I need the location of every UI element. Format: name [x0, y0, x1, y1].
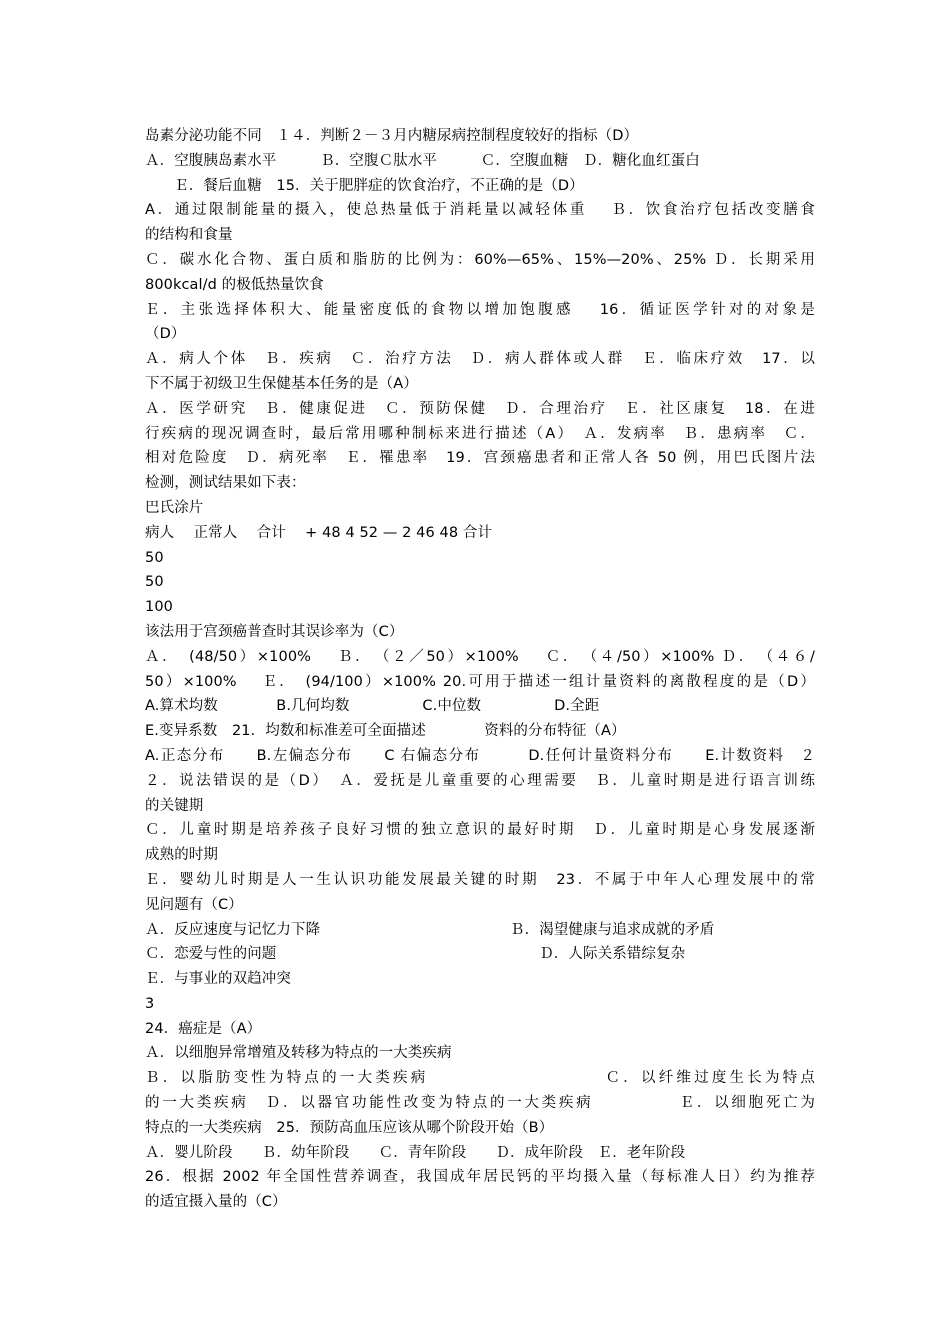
text-line: 巴氏涂片 [145, 499, 204, 516]
text-line: Ａ．空腹胰岛素水平 Ｂ．空腹Ｃ肽水平 Ｃ．空腹血糖 Ｄ．糖化血红蛋白 [145, 152, 700, 169]
text-line: 50 [145, 549, 164, 566]
text-line: A.算术均数 B.几何均数 C.中位数 D.全距 [145, 698, 600, 715]
text-line: 的一大类疾病 Ｄ．以器官功能性改变为特点的一大类疾病 Ｅ．以细胞死亡为 [145, 1095, 815, 1112]
text-line: Ａ．反应速度与记忆力下降 Ｂ．渴望健康与追求成就的矛盾 [145, 921, 715, 938]
text-line: Ｅ．与事业的双趋冲突 [145, 971, 291, 988]
text-line: 3 [145, 995, 155, 1012]
text-line: 50）×100% Ｅ． (94/100）×100% 20.可用于描述一组计量资料的离散程度的是（D） [145, 673, 815, 690]
text-line: Ｃ．碳水化合物、蛋白质和脂肪的比例为：60%—65%、15%—20%、25% Ｄ．长期采用 [145, 251, 815, 268]
text-line: Ｅ．餐后血糖 15．关于肥胖症的饮食治疗，不正确的是（D） [145, 177, 584, 194]
text-line: A.正态分布 B.左偏态分布 C 右偏态分布 D.任何计量资料分布 E.计数资料 ２ [145, 747, 815, 764]
text-line: 见问题有（C） [145, 896, 243, 913]
text-line: 特点的一大类疾病 25．预防高血压应该从哪个阶段开始（B） [145, 1119, 554, 1136]
text-line: Ａ．以细胞异常增殖及转移为特点的一大类疾病 [145, 1045, 452, 1062]
text-line: 岛素分泌功能不同 １４．判断２－３月内糖尿病控制程度较好的指标（D） [145, 128, 639, 144]
text-line: 的关键期 [145, 797, 204, 814]
text-line: Ｅ．婴幼儿时期是人一生认识功能发展最关键的时期 23．不属于中年人心理发展中的常 [145, 871, 815, 888]
text-line: Ａ．病人个体 Ｂ．疾病 Ｃ．治疗方法 Ｄ．病人群体或人群 Ｅ．临床疗效 17．以 [145, 351, 815, 368]
text-line: ２．说法错误的是（D） Ａ．爱抚是儿童重要的心理需要 Ｂ．儿童时期是进行语言训练 [145, 772, 815, 789]
text-line: 的适宜摄入量的（C） [145, 1194, 287, 1211]
text-line: 行疾病的现况调查时，最后常用哪种制标来进行描述（A） Ａ．发病率 Ｂ．患病率 Ｃ． [145, 425, 815, 442]
text-line: 的结构和食量 [145, 227, 233, 244]
text-line: Ｂ．以脂肪变性为特点的一大类疾病 Ｃ．以纤维过度生长为特点 [145, 1070, 815, 1087]
text-line: Ａ． (48/50）×100% Ｂ． （２／50）×100% Ｃ． （４/50）×100% Ｄ． （４６/ [145, 648, 815, 665]
text-line: Ａ．医学研究 Ｂ．健康促进 Ｃ．预防保健 Ｄ．合理治疗 Ｅ．社区康复 18．在进 [145, 400, 815, 417]
text-line: 检测，测试结果如下表： [145, 475, 306, 492]
text-line: 病人 正常人 合计 + 48 4 52 — 2 46 48 合计 [145, 524, 493, 541]
text-line: Ｃ．儿童时期是培养孩子良好习惯的独立意识的最好时期 Ｄ．儿童时期是心身发展逐渐 [145, 822, 815, 839]
text-line: 24．癌症是（A） [145, 1020, 262, 1037]
text-line: 相对危险度 Ｄ．病死率 Ｅ．罹患率 19．宫颈癌患者和正常人各 50 例，用巴氏图片法 [145, 450, 815, 467]
text-line: 成熟的时期 [145, 847, 218, 864]
text-line: Ｅ．主张选择体积大、能量密度低的食物以增加饱腹感 16．循证医学针对的对象是 [145, 301, 815, 318]
text-line: A．通过限制能量的摄入，使总热量低于消耗量以减轻体重 Ｂ．饮食治疗包括改变膳食 [145, 202, 815, 219]
text-line: （D） [145, 326, 186, 343]
document-body [145, 124, 815, 1215]
text-line: 800kcal/d 的极低热量饮食 [145, 276, 324, 293]
text-line: 50 [145, 574, 164, 591]
text-line: E.变异系数 21．均数和标准差可全面描述 资料的分布特征（A） [145, 723, 626, 740]
text-line: Ｃ．恋爱与性的问题 Ｄ．人际关系错综复杂 [145, 946, 686, 963]
text-line: 下不属于初级卫生保健基本任务的是（A） [145, 375, 418, 392]
text-line: Ａ．婴儿阶段 Ｂ．幼年阶段 Ｃ．青年阶段 Ｄ．成年阶段 Ｅ．老年阶段 [145, 1144, 686, 1161]
text-line: 26．根据 2002 年全国性营养调查，我国成年居民钙的平均摄入量（每标准人日）约为推荐 [145, 1169, 815, 1186]
text-line: 100 [145, 599, 173, 616]
text-line: 该法用于宫颈癌普查时其误诊率为（C） [145, 623, 404, 640]
